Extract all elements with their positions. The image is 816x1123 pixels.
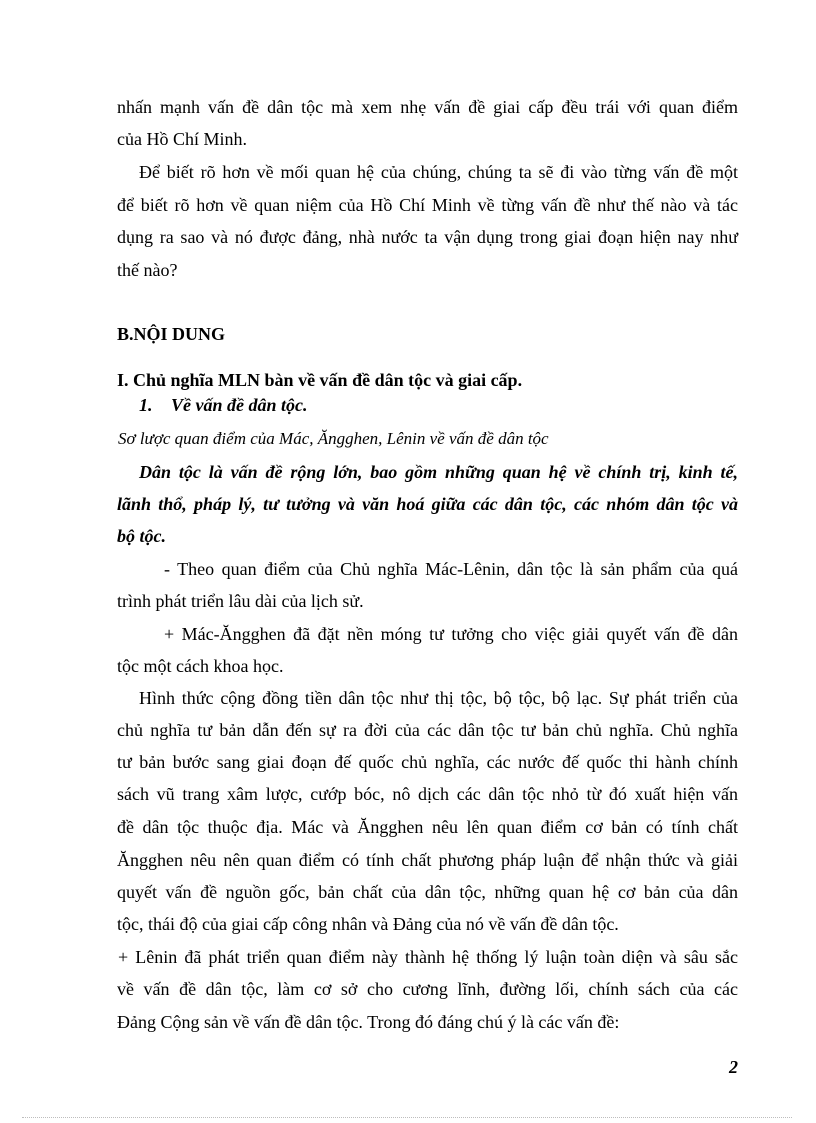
text-line: của Hồ Chí Minh.	[117, 129, 247, 149]
bullet-line: trình phát triển lâu dài của lịch sử.	[117, 591, 364, 611]
text-line: nhấn mạnh vấn đề dân tộc mà xem nhẹ vấn đề giai cấp đều trái với quan điểm	[117, 97, 738, 117]
italic-subtitle: Sơ lược quan điểm của Mác, Ăngghen, Lênin về vấn đề dân tộc	[118, 429, 549, 448]
text-line: tộc, thái độ của giai cấp công nhân và Đảng của nó về vấn đề dân tộc.	[117, 914, 619, 934]
page-number: 2	[729, 1057, 738, 1077]
section-heading: B.NỘI DUNG	[117, 324, 226, 344]
page-bottom-border	[22, 1117, 792, 1118]
text-line: sách vũ trang xâm lược, cướp bóc, nô dịch các dân tộc nhỏ từ đó xuất hiện vấn	[117, 784, 738, 804]
text-line: quyết vấn đề nguồn gốc, bản chất của dân tộc, những quan hệ cơ bản của dân	[117, 882, 738, 902]
text-line: chủ nghĩa tư bản dẫn đến sự ra đời của các dân tộc tư bản chủ nghĩa. Chủ nghĩa	[117, 720, 738, 740]
text-line: dụng ra sao và nó được đảng, nhà nước ta vận dụng trong giai đoạn hiện nay như	[117, 227, 738, 247]
text-line: Hình thức cộng đồng tiền dân tộc như thị tộc, bộ tộc, bộ lạc. Sự phát triển của	[139, 688, 738, 708]
plus-line: + Lênin đã phát triển quan điểm này thành hệ thống lý luận toàn diện và sâu sắc	[118, 947, 738, 967]
text-line: để biết rõ hơn về quan niệm của Hồ Chí Minh về từng vấn đề như thế nào và tác	[117, 195, 738, 215]
subsection-heading: I. Chủ nghĩa MLN bàn về vấn đề dân tộc và giai cấp.	[117, 370, 523, 390]
plus-line: + Mác-Ăngghen đã đặt nền móng tư tưởng cho việc giải quyết vấn đề dân	[164, 624, 738, 644]
plus-line: về vấn đề dân tộc, làm cơ sở cho cương lĩnh, đường lối, chính sách của các	[117, 979, 738, 999]
text-line: tư bản bước sang giai đoạn đế quốc chủ nghĩa, các nước đế quốc thi hành chính	[117, 752, 738, 772]
text-line: Để biết rõ hơn về mối quan hệ của chúng, chúng ta sẽ đi vào từng vấn đề một	[139, 162, 738, 182]
item-title: Về vấn đề dân tộc.	[171, 395, 308, 415]
definition-line: lãnh thổ, pháp lý, tư tưởng và văn hoá giữa các dân tộc, các nhóm dân tộc và	[117, 494, 738, 514]
bullet-line: - Theo quan điểm của Chủ nghĩa Mác-Lênin, dân tộc là sản phẩm của quá	[164, 559, 738, 579]
plus-line: Đảng Cộng sản về vấn đề dân tộc. Trong đó đáng chú ý là các vấn đề:	[117, 1012, 620, 1032]
plus-line: tộc một cách khoa học.	[117, 656, 284, 676]
text-line: thế nào?	[117, 260, 178, 280]
item-number: 1.	[139, 395, 153, 415]
definition-line: Dân tộc là vấn đề rộng lớn, bao gồm những quan hệ về chính trị, kinh tế,	[139, 462, 738, 482]
text-line: Ăngghen nêu nên quan điểm có tính chất phương pháp luận để nhận thức và giải	[117, 850, 738, 870]
definition-line: bộ tộc.	[117, 526, 166, 546]
text-line: đề dân tộc thuộc địa. Mác và Ăngghen nêu lên quan điểm cơ bản có tính chất	[117, 817, 738, 837]
